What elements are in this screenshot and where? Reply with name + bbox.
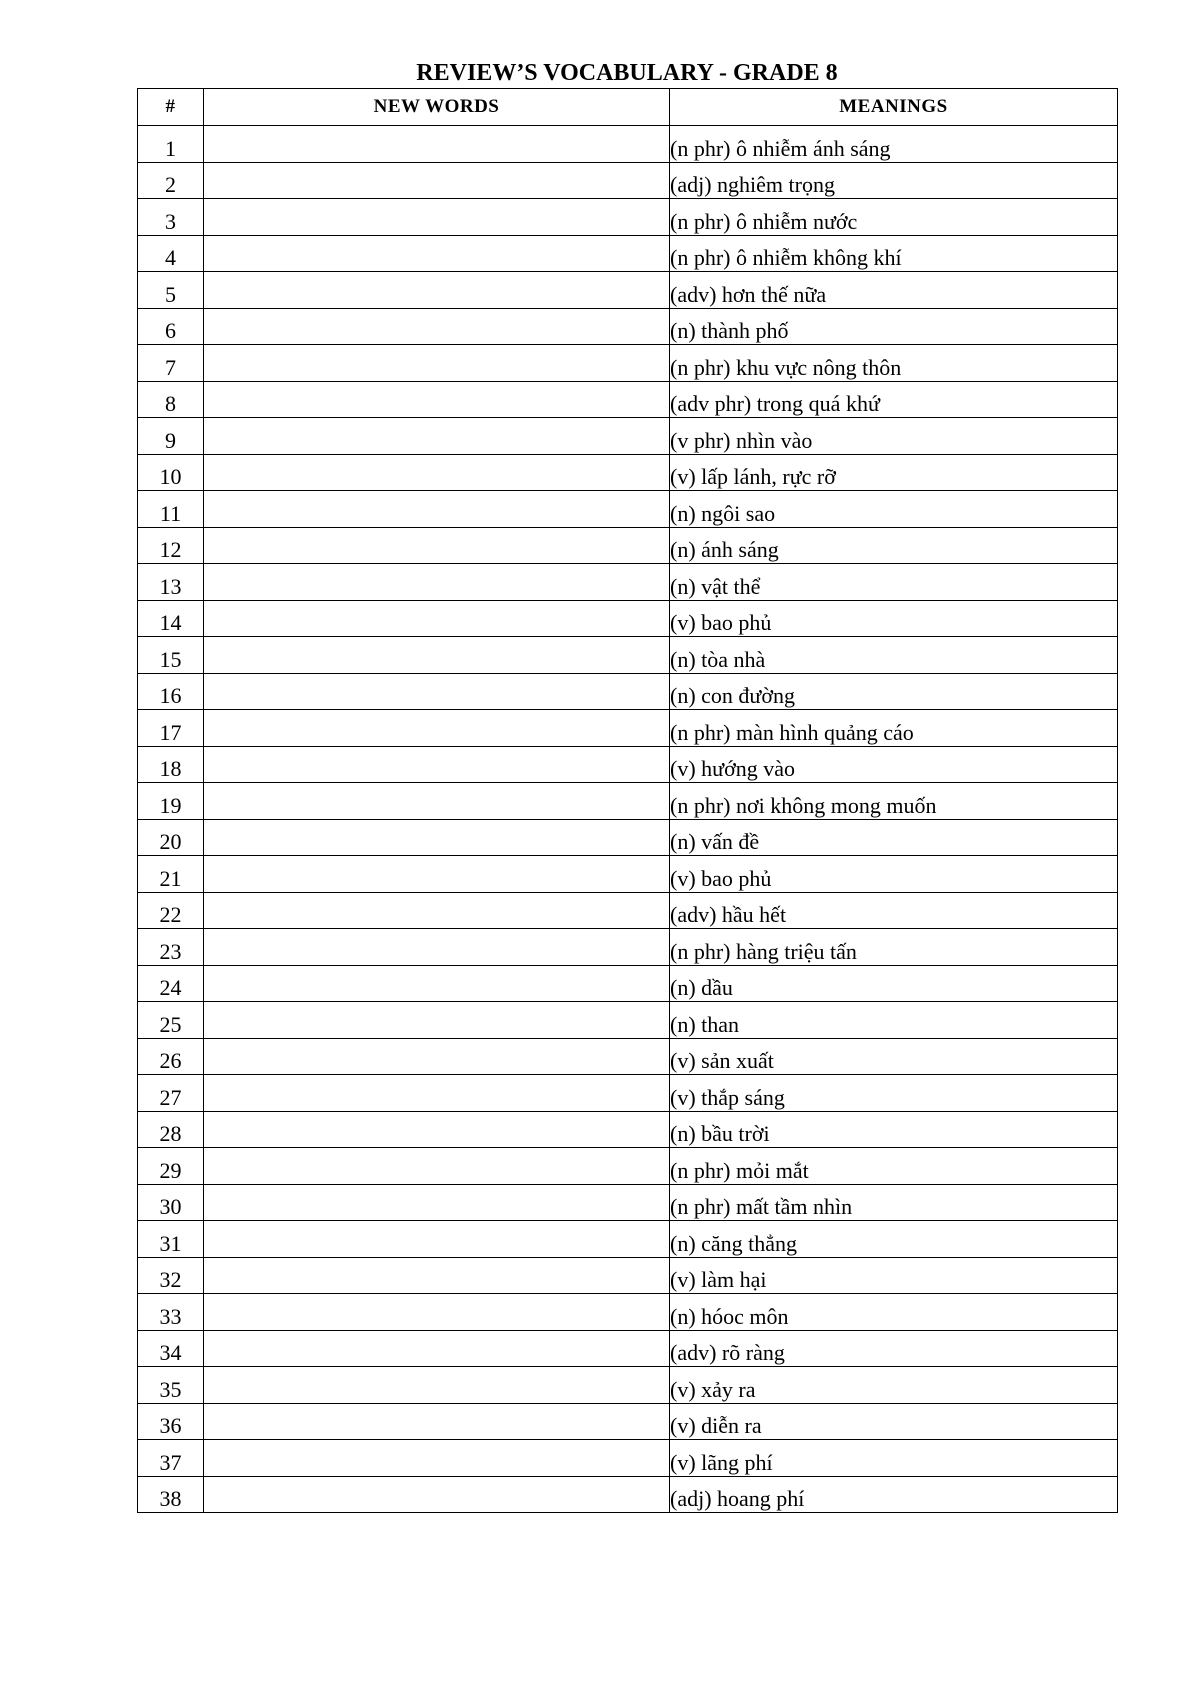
row-number: 38: [138, 1476, 204, 1513]
table-row: [138, 1038, 1118, 1075]
meaning-cell: (n phr) hàng triệu tấn: [670, 929, 1118, 966]
row-number: 6: [138, 308, 204, 345]
table-row: [138, 527, 1118, 564]
table-row: [138, 892, 1118, 929]
table-row: [138, 1294, 1118, 1331]
meaning-cell: (n) con đường: [670, 673, 1118, 710]
new-word-cell: [204, 1257, 670, 1294]
header-meanings: MEANINGS: [670, 89, 1118, 126]
table-row: [138, 1002, 1118, 1039]
row-number: 9: [138, 418, 204, 455]
row-number: 1: [138, 126, 204, 163]
row-number: 27: [138, 1075, 204, 1112]
new-word-cell: [204, 418, 670, 455]
new-word-cell: [204, 1148, 670, 1185]
new-word-cell: [204, 819, 670, 856]
table-row: [138, 710, 1118, 747]
row-number: 5: [138, 272, 204, 309]
table-row: [138, 162, 1118, 199]
table-row: [138, 600, 1118, 637]
meaning-cell: (adj) hoang phí: [670, 1476, 1118, 1513]
row-number: 8: [138, 381, 204, 418]
meaning-cell: (v) thắp sáng: [670, 1075, 1118, 1112]
new-word-cell: [204, 454, 670, 491]
new-word-cell: [204, 199, 670, 236]
table-row: [138, 1403, 1118, 1440]
meaning-cell: (n) vật thể: [670, 564, 1118, 601]
table-row: [138, 1221, 1118, 1258]
new-word-cell: [204, 527, 670, 564]
table-row: [138, 345, 1118, 382]
row-number: 22: [138, 892, 204, 929]
table-row: [138, 491, 1118, 528]
new-word-cell: [204, 381, 670, 418]
table-row: [138, 673, 1118, 710]
meaning-cell: (n) than: [670, 1002, 1118, 1039]
table-row: [138, 418, 1118, 455]
new-word-cell: [204, 1038, 670, 1075]
table-row: [138, 235, 1118, 272]
meaning-cell: (n) bầu trời: [670, 1111, 1118, 1148]
row-number: 34: [138, 1330, 204, 1367]
meaning-cell: (adv) rõ ràng: [670, 1330, 1118, 1367]
table-row: [138, 1184, 1118, 1221]
row-number: 14: [138, 600, 204, 637]
row-number: 18: [138, 746, 204, 783]
meaning-cell: (n) căng thẳng: [670, 1221, 1118, 1258]
meaning-cell: (n phr) màn hình quảng cáo: [670, 710, 1118, 747]
table-row: [138, 272, 1118, 309]
new-word-cell: [204, 1002, 670, 1039]
new-word-cell: [204, 345, 670, 382]
row-number: 19: [138, 783, 204, 820]
meaning-cell: (n phr) ô nhiễm không khí: [670, 235, 1118, 272]
table-row: [138, 746, 1118, 783]
new-word-cell: [204, 892, 670, 929]
meaning-cell: (n phr) mất tầm nhìn: [670, 1184, 1118, 1221]
row-number: 31: [138, 1221, 204, 1258]
table-row: [138, 126, 1118, 163]
table-row: [138, 308, 1118, 345]
meaning-cell: (v) bao phủ: [670, 600, 1118, 637]
new-word-cell: [204, 856, 670, 893]
table-row: [138, 381, 1118, 418]
new-word-cell: [204, 1330, 670, 1367]
new-word-cell: [204, 1440, 670, 1477]
new-word-cell: [204, 1221, 670, 1258]
meaning-cell: (adj) nghiêm trọng: [670, 162, 1118, 199]
meaning-cell: (v phr) nhìn vào: [670, 418, 1118, 455]
meaning-cell: (n phr) nơi không mong muốn: [670, 783, 1118, 820]
new-word-cell: [204, 272, 670, 309]
table-row: [138, 637, 1118, 674]
meaning-cell: (v) xảy ra: [670, 1367, 1118, 1404]
vocabulary-table: [137, 88, 1118, 1513]
meaning-cell: (n) hóoc môn: [670, 1294, 1118, 1331]
table-row: [138, 1148, 1118, 1185]
table-row: [138, 1075, 1118, 1112]
meaning-cell: (n) ngôi sao: [670, 491, 1118, 528]
meaning-cell: (adv phr) trong quá khứ: [670, 381, 1118, 418]
header-number: #: [138, 89, 204, 126]
new-word-cell: [204, 564, 670, 601]
row-number: 35: [138, 1367, 204, 1404]
row-number: 11: [138, 491, 204, 528]
row-number: 32: [138, 1257, 204, 1294]
row-number: 36: [138, 1403, 204, 1440]
row-number: 33: [138, 1294, 204, 1331]
meaning-cell: (adv) hầu hết: [670, 892, 1118, 929]
row-number: 26: [138, 1038, 204, 1075]
table-row: [138, 783, 1118, 820]
meaning-cell: (n phr) ô nhiễm nước: [670, 199, 1118, 236]
row-number: 15: [138, 637, 204, 674]
row-number: 12: [138, 527, 204, 564]
meaning-cell: (v) lãng phí: [670, 1440, 1118, 1477]
vocabulary-table-body: [138, 126, 1118, 1513]
new-word-cell: [204, 783, 670, 820]
new-word-cell: [204, 1184, 670, 1221]
meaning-cell: (v) lấp lánh, rực rỡ: [670, 454, 1118, 491]
new-word-cell: [204, 1403, 670, 1440]
row-number: 4: [138, 235, 204, 272]
row-number: 3: [138, 199, 204, 236]
new-word-cell: [204, 1111, 670, 1148]
row-number: 16: [138, 673, 204, 710]
meaning-cell: (n) tòa nhà: [670, 637, 1118, 674]
row-number: 2: [138, 162, 204, 199]
new-word-cell: [204, 1294, 670, 1331]
row-number: 20: [138, 819, 204, 856]
row-number: 7: [138, 345, 204, 382]
row-number: 10: [138, 454, 204, 491]
meaning-cell: (v) diễn ra: [670, 1403, 1118, 1440]
row-number: 28: [138, 1111, 204, 1148]
page-title: REVIEW’S VOCABULARY - GRADE 8: [416, 60, 838, 86]
new-word-cell: [204, 1075, 670, 1112]
row-number: 30: [138, 1184, 204, 1221]
table-row: [138, 1257, 1118, 1294]
new-word-cell: [204, 126, 670, 163]
new-word-cell: [204, 600, 670, 637]
table-row: [138, 454, 1118, 491]
table-row: [138, 1367, 1118, 1404]
header-new-words: NEW WORDS: [204, 89, 670, 126]
meaning-cell: (v) sản xuất: [670, 1038, 1118, 1075]
new-word-cell: [204, 710, 670, 747]
table-row: [138, 965, 1118, 1002]
table-row: [138, 199, 1118, 236]
table-row: [138, 856, 1118, 893]
new-word-cell: [204, 1476, 670, 1513]
new-word-cell: [204, 162, 670, 199]
meaning-cell: (n phr) ô nhiễm ánh sáng: [670, 126, 1118, 163]
new-word-cell: [204, 637, 670, 674]
new-word-cell: [204, 673, 670, 710]
row-number: 24: [138, 965, 204, 1002]
meaning-cell: (v) bao phủ: [670, 856, 1118, 893]
table-header-row: [138, 89, 1118, 126]
row-number: 37: [138, 1440, 204, 1477]
new-word-cell: [204, 1367, 670, 1404]
new-word-cell: [204, 746, 670, 783]
meaning-cell: (n) ánh sáng: [670, 527, 1118, 564]
meaning-cell: (n) dầu: [670, 965, 1118, 1002]
table-row: [138, 1111, 1118, 1148]
new-word-cell: [204, 929, 670, 966]
meaning-cell: (v) hướng vào: [670, 746, 1118, 783]
row-number: 23: [138, 929, 204, 966]
table-row: [138, 819, 1118, 856]
meaning-cell: (v) làm hại: [670, 1257, 1118, 1294]
table-row: [138, 1330, 1118, 1367]
meaning-cell: (n phr) khu vực nông thôn: [670, 345, 1118, 382]
row-number: 21: [138, 856, 204, 893]
new-word-cell: [204, 965, 670, 1002]
table-row: [138, 1440, 1118, 1477]
row-number: 13: [138, 564, 204, 601]
table-row: [138, 1476, 1118, 1513]
table-row: [138, 929, 1118, 966]
row-number: 29: [138, 1148, 204, 1185]
meaning-cell: (n) vấn đề: [670, 819, 1118, 856]
meaning-cell: (adv) hơn thế nữa: [670, 272, 1118, 309]
new-word-cell: [204, 308, 670, 345]
meaning-cell: (n phr) mỏi mắt: [670, 1148, 1118, 1185]
table-row: [138, 564, 1118, 601]
row-number: 25: [138, 1002, 204, 1039]
new-word-cell: [204, 235, 670, 272]
row-number: 17: [138, 710, 204, 747]
meaning-cell: (n) thành phố: [670, 308, 1118, 345]
new-word-cell: [204, 491, 670, 528]
